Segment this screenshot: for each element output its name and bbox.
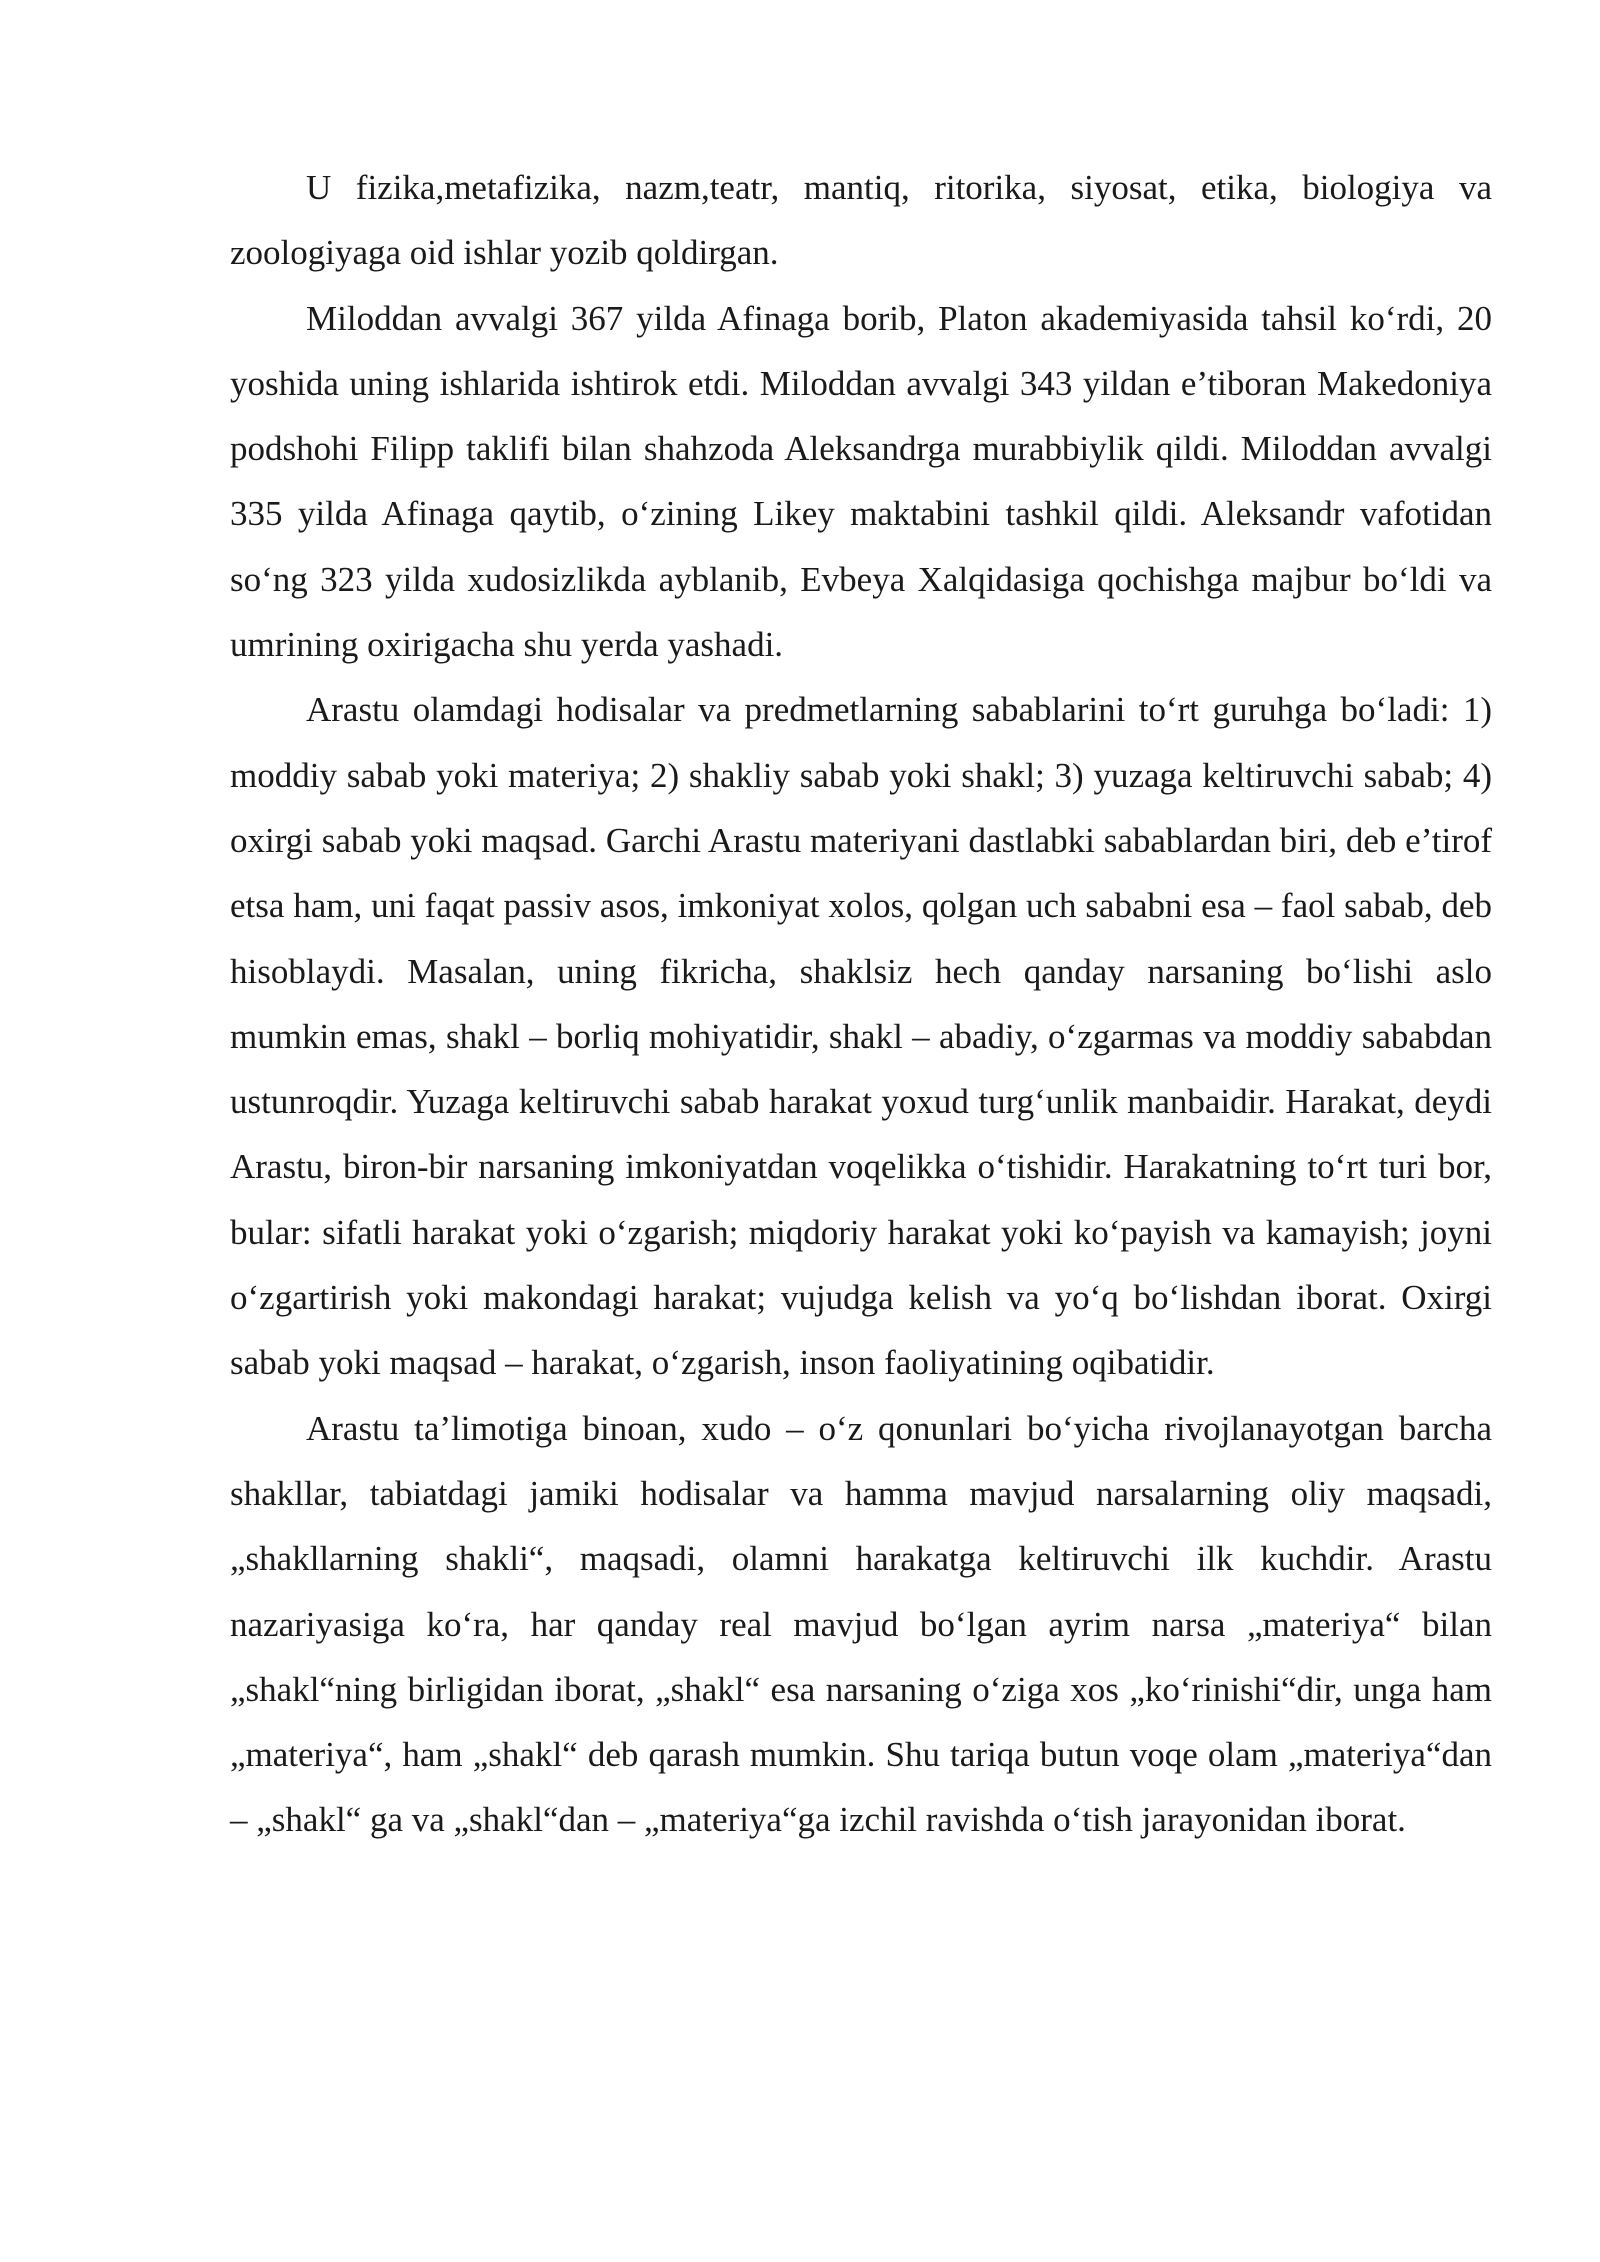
paragraph: Arastu ta’limotiga binoan, xudo – o‘z qonunlari bo‘yicha rivojlanayotgan barcha shakllar, tabiatdagi jamiki hodisalar va hamma mavjud narsalarning oliy maqsadi, „shakllarning shakli“, maqsadi, olamni harakatga keltiruvchi ilk kuchdir. Arastu nazariyasiga ko‘ra, har qanday real mavjud bo‘lgan ayrim narsa „materiya“ bilan „shakl“ning birligidan iborat, „shakl“ esa narsaning o‘ziga xos „ko‘rinishi“dir, unga ham „materiya“, ham „shakl“ deb qarash mumkin. Shu tariqa butun voqe olam „materiya“dan – „shakl“ ga va „shakl“dan – „materiya“ga izchil ravishda o‘tish jarayonidan iborat.	[230, 1408, 1492, 1840]
paragraph: U fizika,metafizika, nazm,teatr, mantiq, ritorika, siyosat, etika, biologiya va zoologiyaga oid ishlar yozib qoldirgan.	[230, 168, 1492, 273]
paragraph: Arastu olamdagi hodisalar va predmetlarning sabablarini to‘rt guruhga bo‘ladi: 1) moddiy sabab yoki materiya; 2) shakliy sabab yoki shakl; 3) yuzaga keltiruvchi sabab; 4) oxirgi sabab yoki maqsad. Garchi Arastu materiyani dastlabki sabablardan biri, deb e’tirof etsa ham, uni faqat passiv asos, imkoniyat xolos, qolgan uch sababni esa – faol sabab, deb hisoblaydi. Masalan, uning fikricha, shaklsiz hech qanday narsaning bo‘lishi aslo mumkin emas, shakl – borliq mohiyatidir, shakl – abadiy, o‘zgarmas va moddiy sababdan ustunroqdir. Yuzaga keltiruvchi sabab harakat yoxud turg‘unlik manbaidir. Harakat, deydi Arastu, biron-bir narsaning imkoniyatdan voqelikka o‘tishidir. Harakatning to‘rt turi bor, bular: sifatli harakat yoki o‘zgarish; miqdoriy harakat yoki ko‘payish va kamayish; joyni o‘zgartirish yoki makondagi harakat; vujudga kelish va yo‘q bo‘lishdan iborat. Oxirgi sabab yoki maqsad – harakat, o‘zgarish, inson faoliyatining oqibatidir.	[230, 690, 1492, 1383]
paragraph: Miloddan avvalgi 367 yilda Afinaga borib, Platon akademiyasida tahsil ko‘rdi, 20 yoshida uning ishlarida ishtirok etdi. Miloddan avvalgi 343 yildan e’tiboran Makedoniya podshohi Filipp taklifi bilan shahzoda Aleksandrga murabbiylik qildi. Miloddan avvalgi 335 yilda Afinaga qaytib, o‘zining Likey maktabini tashkil qildi. Aleksandr vafotidan so‘ng 323 yilda xudosizlikda ayblanib, Evbeya Xalqidasiga qochishga majbur bo‘ldi va umrining oxirigacha shu yerda yashadi.	[230, 298, 1492, 665]
document-page	[230, 155, 1492, 1853]
